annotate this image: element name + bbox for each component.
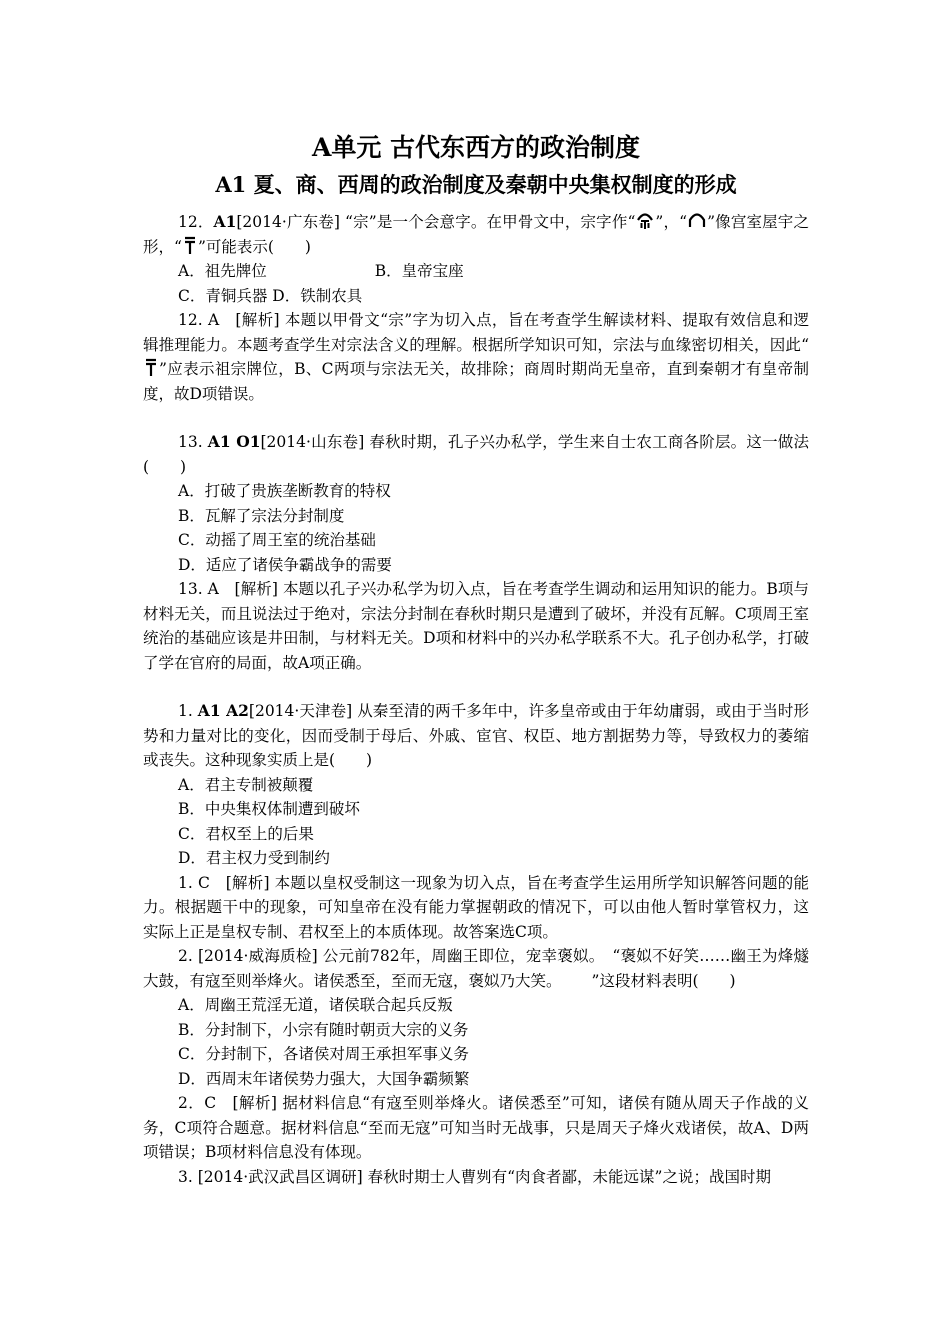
question-12-number: 12．	[178, 213, 214, 231]
question-2-answer	[143, 1091, 809, 1165]
question-12-source: [2014·广东卷] “宗”是一个会意字。在甲骨文中，宗字作“	[236, 213, 636, 231]
question-12-tag: A1	[213, 212, 237, 231]
question-13-text: [2014·山东卷] 春秋时期，孔子兴办私学，学生来自士农工商各阶层。这一做法( )	[143, 433, 809, 476]
question-13-answer-text: 本题以孔子兴办私学为切入点，旨在考查学生调动和运用知识的能力。B项与材料无关，而且说法过于绝对，宗法分封制在春秋时期只是遭到了破坏，并没有瓦解。C项周王室统治的基础应该是井田制，与材料无关。D项和材料中的兴办私学联系不大。孔子创办私学，打破了学在官府的局面，故A项正确。	[143, 580, 809, 672]
question-13-option-d: D．适应了诸侯争霸战争的需要	[178, 555, 392, 574]
question-1-tag: A1 A2	[197, 701, 249, 720]
question-2-stem	[143, 944, 809, 993]
question-1-answer-text: 本题以皇权受制这一现象为切入点，旨在考查学生运用所学知识解答问题的能力。根据题干中的现象，可知皇帝在没有能力掌握朝政的情况下，可以由他人暂时掌管权力，这实际上正是皇权专制、君权至上的本质体现。故答案选C项。	[143, 873, 810, 941]
question-2-text-2: ”这段材料表明( )	[591, 971, 736, 990]
question-13-stem	[143, 430, 809, 479]
question-1-stem	[143, 699, 809, 773]
oracle-shi-altar-glyph-icon	[183, 235, 197, 255]
question-13-answer-lead: 13. A [解析]	[178, 580, 278, 598]
question-1-answer	[143, 871, 809, 945]
unit-title: A单元 古代东西方的政治制度	[311, 133, 641, 162]
oracle-zong-glyph-icon	[636, 210, 654, 230]
question-12-options-ab	[143, 259, 809, 284]
question-2-option-c: C．分封制下，各诸侯对周王承担军事义务	[178, 1045, 469, 1063]
question-13-number: 13.	[178, 433, 208, 451]
question-3-stem: 3. [2014·武汉武昌区调研] 春秋时期士人曹刿有“肉食者鄙，未能远谋”之说；战国时期	[178, 1167, 771, 1186]
question-1-number: 1.	[178, 702, 198, 720]
question-1-answer-lead: 1. C [解析]	[178, 873, 270, 892]
question-1-option-a: A．君主专制被颠覆	[178, 775, 314, 794]
question-13-option-b: B．瓦解了宗法分封制度	[178, 506, 345, 525]
question-12-option-b: B．皇帝宝座	[374, 262, 464, 280]
question-12-mid-1: ”，“	[655, 213, 688, 231]
oracle-mian-roof-glyph-icon	[688, 210, 706, 230]
question-2-option-b: B．分封制下，小宗有随时朝贡大宗的义务	[178, 1020, 469, 1039]
question-12-option-a: A．祖先牌位	[178, 262, 267, 280]
question-12-end: ”可能表示( )	[197, 237, 311, 256]
question-2-answer-lead: 2．C [解析]	[178, 1094, 277, 1112]
question-2-text-1: 2. [2014·威海质检] 公元前782年，周幽王即位，宠幸褒姒。 “褒姒不好笑……幽王为烽燧大鼓，有寇至则举烽火。诸侯悉至，至而无寇，褒姒乃大笑。	[143, 947, 809, 990]
question-13-option-a: A．打破了贵族垄断教育的特权	[178, 482, 391, 500]
section-title: A1 夏、商、西周的政治制度及秦朝中央集权制度的形成	[215, 172, 737, 197]
question-12-options-cd: C．青铜兵器 D．铁制农具	[178, 286, 363, 305]
question-2-option-a: A．周幽王荒淫无道，诸侯联合起兵反叛	[178, 996, 453, 1014]
question-2-option-d: D．西周末年诸侯势力强大，大国争霸频繁	[178, 1069, 470, 1088]
question-13-tag: A1 O1	[207, 432, 261, 451]
question-12-stem	[143, 210, 809, 259]
oracle-shi-altar-glyph-icon	[144, 357, 158, 377]
question-12-answer-text-2: ”应表示祖宗牌位，B、C两项与宗法无关，故排除；商周时期尚无皇帝，直到秦朝才有皇帝制度，故D项错误。	[143, 360, 809, 403]
question-12-answer	[143, 308, 809, 406]
question-1-option-b: B．中央集权体制遭到破坏	[178, 800, 360, 818]
question-1-option-c: C．君权至上的后果	[178, 824, 314, 843]
question-1-option-d: D．君主权力受到制约	[178, 849, 330, 867]
question-12-mid-2: ”像宫室屋宇之形，“	[143, 213, 809, 256]
question-13-answer	[143, 577, 809, 675]
document-content	[143, 130, 809, 1189]
question-2-answer-text: 据材料信息“有寇至则举烽火。诸侯悉至”可知，诸侯有随从周天子作战的义务，C项符合题意。据材料信息“至而无寇”可知当时无战事，只是周天子烽火戏诸侯，故A、D两项错误；B项材料信息没有体现。	[143, 1094, 809, 1161]
question-1-text: [2014·天津卷] 从秦至清的两千多年中，许多皇帝或由于年幼庸弱，或由于当时形势和力量对比的变化，因而受制于母后、外戚、宦官、权臣、地方割据势力等，导致权力的萎缩或丧失。这种现象实质上是( )	[143, 702, 809, 769]
question-13-option-c: C．动摇了周王室的统治基础	[178, 531, 376, 549]
spacer	[143, 675, 809, 699]
spacer	[143, 406, 809, 430]
question-12-answer-text-1: 本题以甲骨文“宗”字为切入点，旨在考查学生解读材料、提取有效信息和逻辑推理能力。本题考查学生对宗法含义的理解。根据所学知识可知，宗法与血缘密切相关，因此“	[143, 311, 809, 354]
question-12-answer-lead: 12. A [解析]	[178, 311, 280, 329]
